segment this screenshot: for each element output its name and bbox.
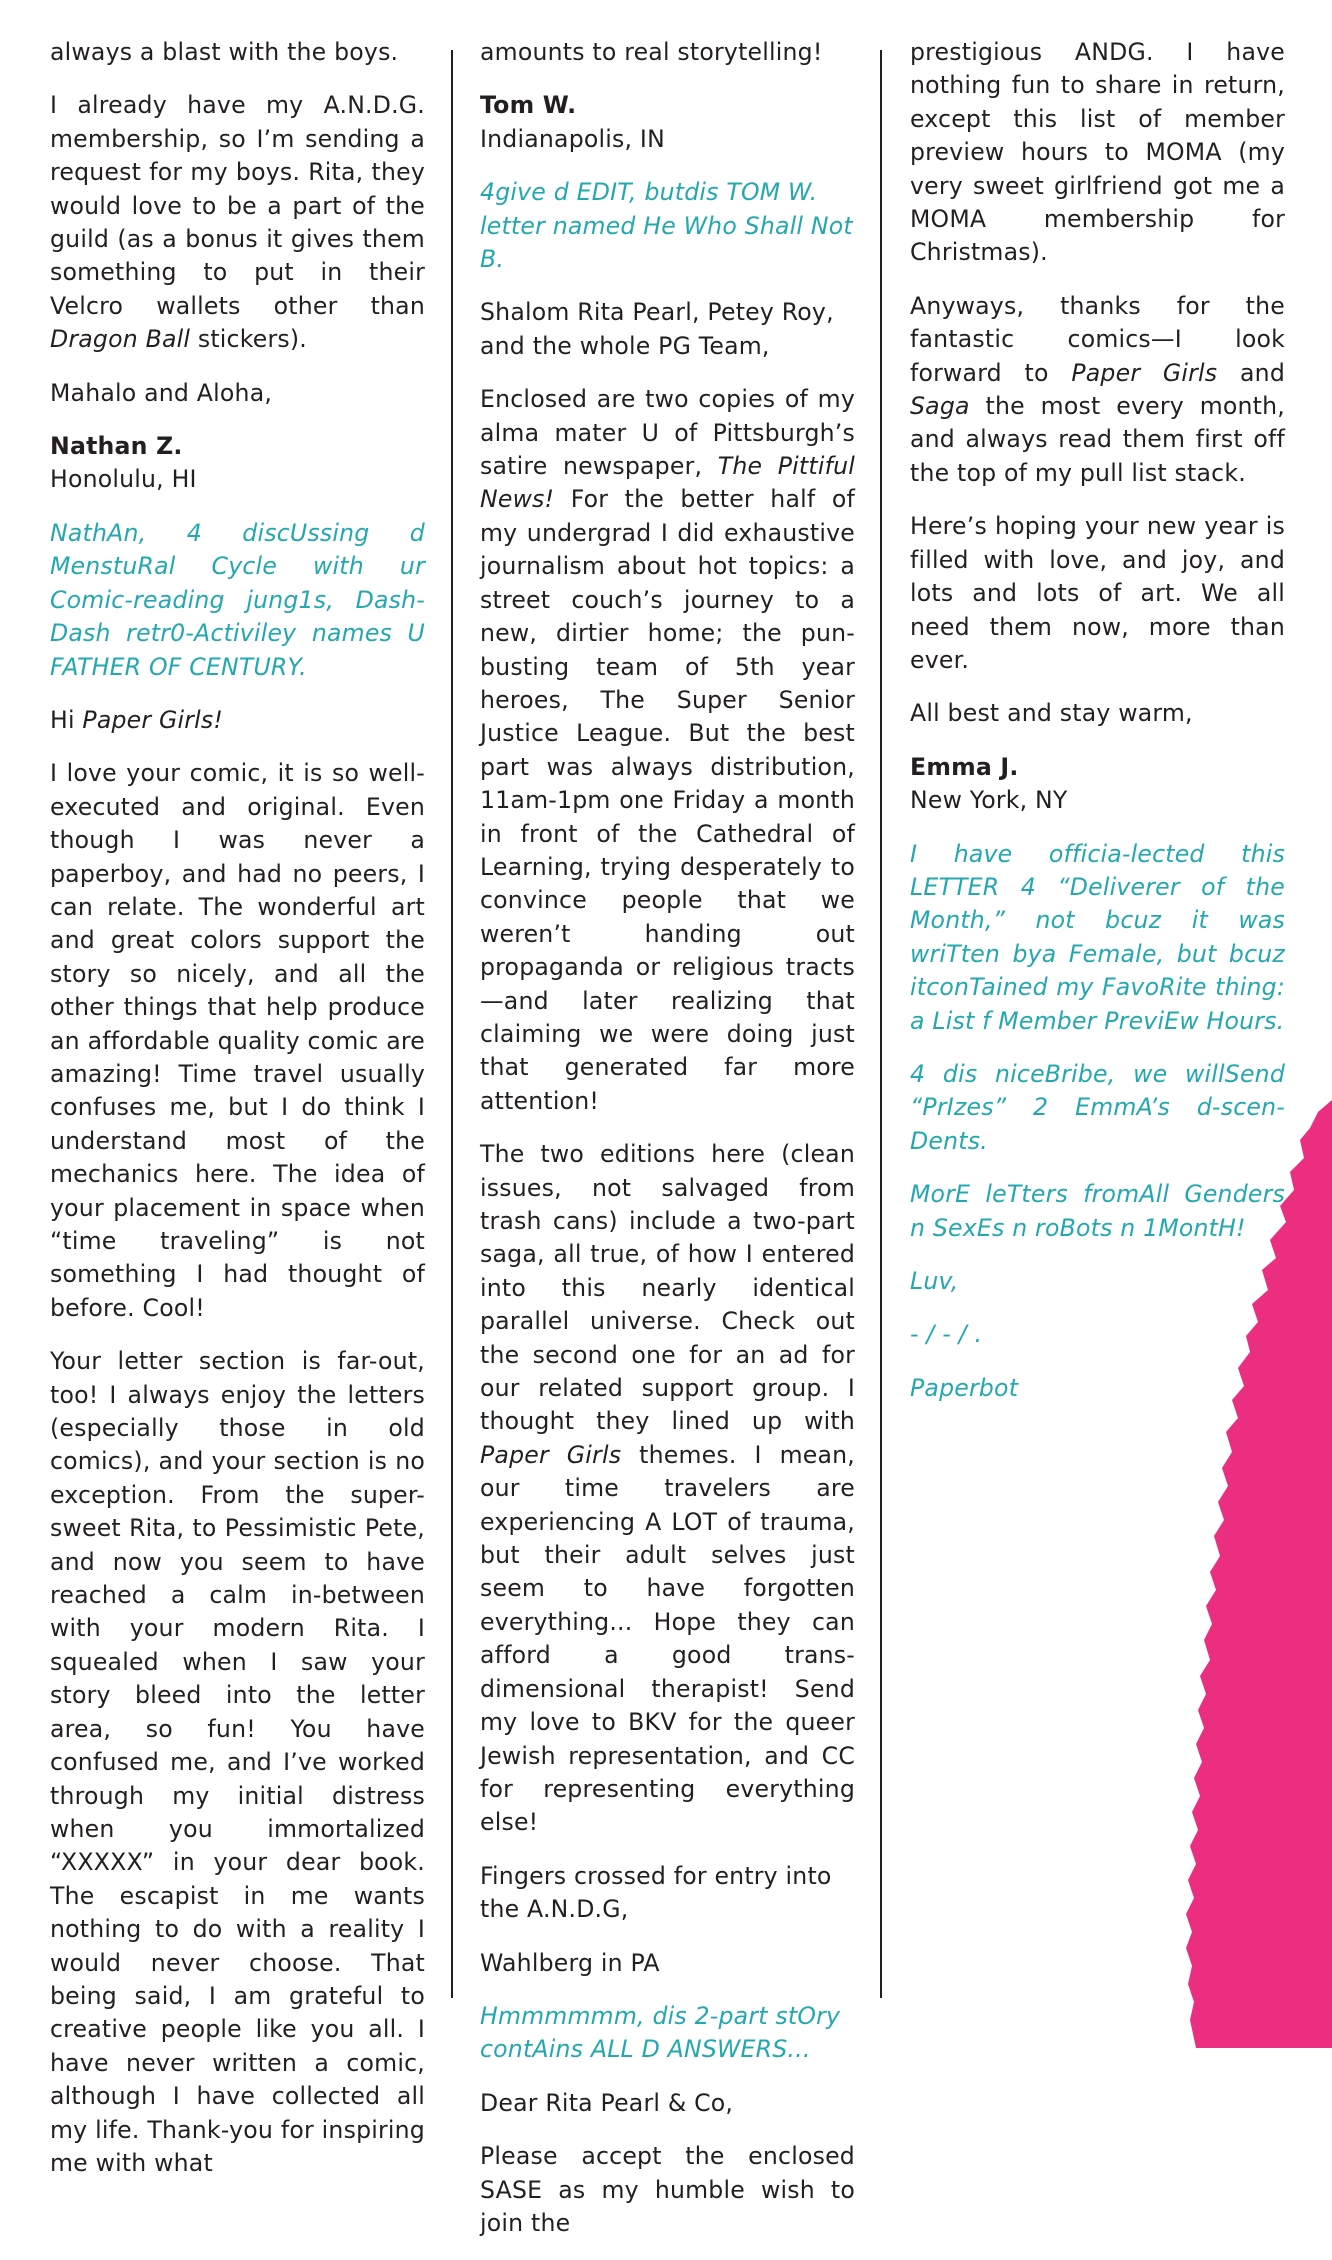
paperbot-reply: MorE leTters fromAll Genders n SexEs n roBots n 1MontH! [910,1180,1285,1242]
letter-closing: Fingers crossed for entry into the A.N.D.G, [480,1861,832,1924]
letter-paragraph: I love your comic, it is so well-executed and original. Even though I was never a paperboy, and had no peers, I can relate. The wonderful art and great colors support the story so nicely, and all the other things that help produce an affordable quality comic are amazing! Time travel usually confuses me, but I do think I understand most of the mechanics here. The idea of your placement in space when “time traveling” is not something I had thought of before. Cool! [50,759,425,1322]
signature-name: Emma J. [910,752,1019,781]
paperbot-reply: Hmmmmmm, dis 2-part stOry contAins ALL D ANSWERS... [480,2001,841,2064]
paperbot-reply: I have officia-lected this LETTER 4 “Deliverer of the Month,” not bcuz it was wriTten bya Female, but bcuz itconTained my FavoRite thing: a List f Member PreviEw Hours. [910,839,1285,1035]
paperbot-code: - / - / . [910,1320,983,1349]
signature-location: Indianapolis, IN [480,124,665,153]
letter-paragraph: Anyways, thanks for the fantastic comics—I look forward to Paper Girls and Saga the most every month, and always read them first off the top of my pull list stack. [910,291,1285,487]
letter-signature: Wahlberg in PA [480,1948,660,1977]
letter-text: always a blast with the boys. [50,38,399,66]
torn-paper-edge [1186,1100,1332,2048]
signature-location: Honolulu, HI [50,465,197,494]
paperbot-signature: Paperbot [910,1373,1019,1402]
paperbot-closing: Luv, [910,1267,959,1295]
paperbot-reply: 4 dis niceBribe, we willSend “PrIzes” 2 EmmA’s d-scen-Dents. [910,1059,1285,1155]
letter-paragraph: The two editions here (clean issues, not salvaged from trash cans) include a two-part saga, all true, of how I entered into this nearly identical parallel universe. Check out the second one for an ad for our related support group. I thought they lined up with Paper Girls themes. I mean, our time travelers are experiencing A LOT of trauma, but their adult selves just seem to have forgotten everything... Hope they can afford a good trans-dimensional therapist! Send my love to BKV for the queer Jewish representation, and CC for representing everything else! [480,1140,855,1837]
letter-paragraph: Please accept the enclosed SASE as my humble wish to join the [480,2142,855,2237]
paperbot-reply: NathAn, 4 discUssing d MenstuRal Cycle with ur Comic-reading jung1s, Dash-Dash retr0-Activiley names U FATHER OF CENTURY. [50,518,425,681]
paperbot-reply: 4give d EDIT, butdis TOM W. letter named He Who Shall Not B. [480,178,853,274]
letter-paragraph: Enclosed are two copies of my alma mater U of Pittsburgh’s satire newspaper, The Pittiful News! For the better half of my undergrad I did exhaustive journalism about hot topics: a street couch’s journey to a new, dirtier home; the pun-busting team of 5th year heroes, The Super Senior Justice League. But the best part was always distribution, 11am-1pm one Friday a month in front of the Cathedral of Learning, trying desperately to convince people that we weren’t handing out propaganda or religious tracts—and later realizing that claiming we were doing just that generated far more attention! [480,385,855,1115]
signature-name: Tom W. [480,91,577,120]
letter-paragraph: Your letter section is far-out, too! I always enjoy the letters (especially those in old comics), and your section is no exception. From the super-sweet Rita, to Pessimistic Pete, and now you seem to have reached a calm in-between with your modern Rita. I squealed when I saw your story bleed into the letter area, so fun! You have confused me, and I’ve worked through my initial distress when you immortalized “XXXXX” in your dear book. The escapist in me wants nothing to do with a reality I would never choose. That being said, I am grateful to creative people like you all. I have never written a comic, although I have collected all my life. Thank-you for inspiring me with what [50,1347,425,2177]
letter-paragraph: I already have my A.N.D.G. membership, so I’m sending a request for my boys. Rita, they would love to be a part of the guild (as a bonus it gives them something to put in their Velcro wallets other than Dragon Ball stickers). [50,91,425,354]
letter-greeting: Hi Paper Girls! [50,705,224,734]
letter-closing: Mahalo and Aloha, [50,378,273,407]
letter-greeting: Dear Rita Pearl & Co, [480,2088,734,2117]
letter-paragraph: prestigious ANDG. I have nothing fun to share in return, except this list of member preview hours to MOMA (my very sweet girlfriend got me a MOMA membership for Christmas). [910,38,1285,267]
letter-closing: All best and stay warm, [910,699,1193,728]
letter-text: amounts to real storytelling! [480,38,823,66]
letter-greeting: Shalom Rita Pearl, Petey Roy, and the whole PG Team, [480,298,834,360]
signature-name: Nathan Z. [50,432,183,461]
letter-paragraph: Here’s hoping your new year is filled with love, and joy, and lots and lots of art. We all need them now, more than ever. [910,512,1285,674]
signature-location: New York, NY [910,786,1068,815]
